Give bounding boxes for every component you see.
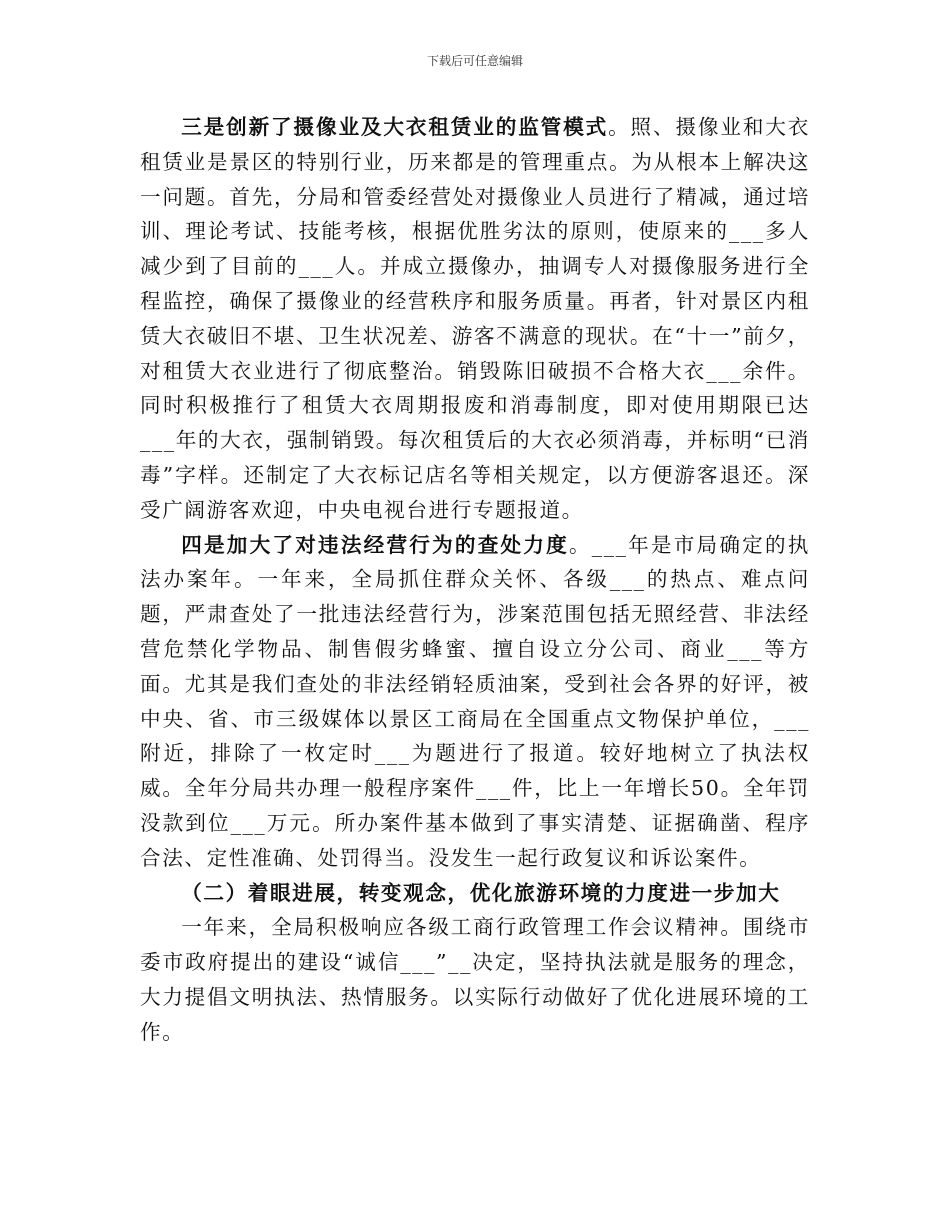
paragraph-lead-bold: 三是创新了摄像业及大衣租赁业的监管模式 <box>181 115 609 139</box>
paragraph-body: 。照、摄像业和大衣租赁业是景区的特别行业，历来都是的管理重点。为从根本上解决这一问题。首先，分局和管委经营处对摄像业人员进行了精减，通过培训、理论考试、技能考核，根据优胜劣汰的原则，使原来的___多人减少到了目前的___人。并成立摄像办，抽调专人对摄像服务进行全程监控，确保了摄像业的经营秩序和服务质量。再者，针对景区内租赁大衣破旧不堪、卫生状况差、游客不满意的现状。在“十一”前夕，对租赁大衣业进行了彻底整治。销毁陈旧破损不合格大衣___余件。同时积极推行了租赁大衣周期报废和消毒制度，即对使用期限已达___年的大衣，强制销毁。每次租赁后的大衣必须消毒，并标明“已消毒”字样。还制定了大衣标记店名等相关规定，以方便游客退还。深受广阔游客欢迎，中央电视台进行专题报道。 <box>140 115 810 522</box>
paragraph-enforcement <box>140 528 810 876</box>
paragraph-final: 一年来，全局积极响应各级工商行政管理工作会议精神。围绕市委市政府提出的建设“诚信___”__决定，坚持执法就是服务的理念，大力提倡文明执法、热情服务。以实际行动做好了优化进展环境的工作。 <box>140 915 810 1044</box>
document-body <box>140 110 810 1050</box>
paragraph-lead-bold: 四是加大了对违法经营行为的查处力度 <box>181 532 569 557</box>
paragraph-body: 。___年是市局确定的执法办案年。一年来，全局抓住群众关怀、各级___的热点、难点问题，严肃查处了一批违法经营行为，涉案范围包括无照经营、非法经营危禁化学物品、制售假劣蜂蜜、擅自设立分公司、商业___等方面。尤其是我们查处的非法经销轻质油案，受到社会各界的好评，被中央、省、市三级媒体以景区工商局在全国重点文物保护单位，___附近，排除了一枚定时___为题进行了报道。较好地树立了执法权威。全年分局共办理一般程序案件___件，比上一年增长50。全年罚没款到位___万元。所办案件基本做到了事实清楚、证据确凿、程序合法、定性准确、处罚得当。没发生一起行政复议和诉讼案件。 <box>140 532 810 870</box>
page-header: 下载后可任意编辑 <box>426 54 523 68</box>
paragraph-photography-regulation <box>140 110 810 528</box>
section-heading: （二）着眼进展，转变观念，优化旅游环境的力度进一步加大 <box>181 880 781 905</box>
